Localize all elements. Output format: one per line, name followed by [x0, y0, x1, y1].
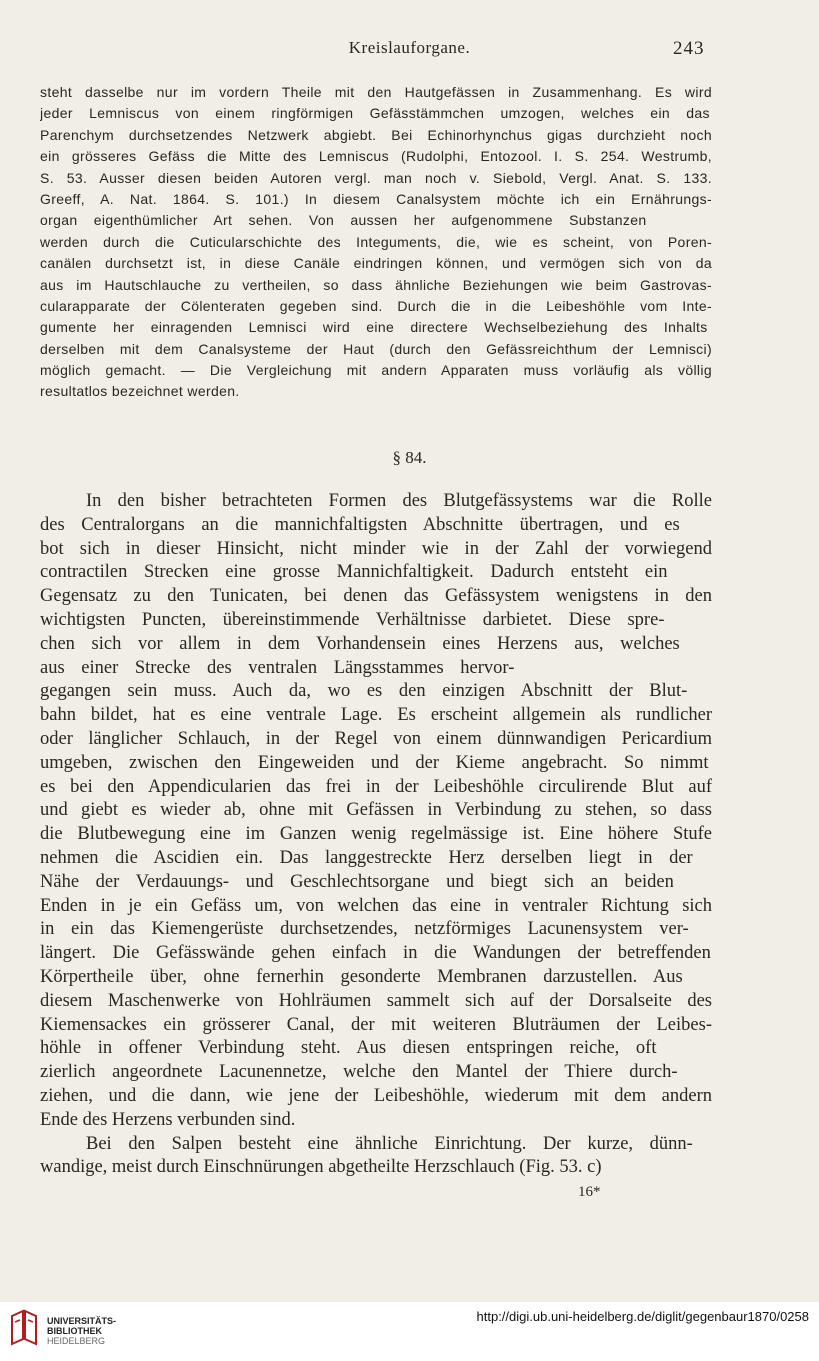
text-line: oder länglicher Schlauch, in der Regel von einem dünnwandigen Pericardium: [40, 728, 712, 749]
text-line: cularapparate der Cölenteraten gegeben sind. Durch die in die Leibeshöhle vom Inte-: [40, 297, 712, 314]
text-line: In den bisher betrachteten Formen des Blutgefässystems war die Rolle: [86, 491, 712, 511]
text-line: höhle in offener Verbindung steht. Aus diesen entspringen reiche, oft: [40, 1038, 657, 1059]
signature-mark: 16*: [578, 1184, 601, 1200]
text-line: chen sich vor allem in dem Vorhandensein eines Herzens aus, welches: [40, 633, 680, 654]
section-heading: § 84.: [392, 448, 427, 467]
text-line: Enden in je ein Gefäss um, von welchen das eine in ventraler Richtung sich: [40, 895, 712, 916]
text-line: Kiemensackes ein grösserer Canal, der mit weiteren Bluträumen der Leibes-: [40, 1014, 712, 1035]
text-line: zierlich angeordnete Lacunennetze, welche den Mantel der Thiere durch-: [40, 1062, 678, 1083]
text-line: Nähe der Verdauungs- und Geschlechtsorgane und biegt sich an beiden: [40, 871, 674, 892]
text-line: es bei den Appendicularien das frei in der Leibeshöhle circulirende Blut auf: [40, 776, 712, 797]
text-line: diesem Maschenwerke von Hohlräumen sammelt sich auf der Dorsalseite des: [40, 990, 712, 1011]
running-header-title: Kreislauforgane.: [348, 38, 471, 57]
text-line: die Blutbewegung eine im Ganzen wenig regelmässige ist. Eine höhere Stufe: [40, 824, 712, 845]
text-line: S. 53. Ausser diesen beiden Autoren vergl. man noch v. Siebold, Vergl. Anat. S. 133.: [40, 169, 712, 186]
text-line: des Centralorgans an die mannichfaltigsten Abschnitte übertragen, und es: [40, 514, 680, 535]
library-line: HEIDELBERG: [47, 1336, 106, 1346]
text-line: steht dasselbe nur im vordern Theile mit den Hautgefässen in Zusammenhang. Es wird: [40, 84, 712, 100]
text-line: ziehen, und die dann, wie jene der Leibeshöhle, wiederum mit dem andern: [40, 1085, 712, 1106]
text-line: bahn bildet, hat es eine ventrale Lage. Es erscheint allgemein als rundlicher: [40, 705, 712, 726]
text-line: contractilen Strecken eine grosse Mannichfaltigkeit. Dadurch entsteht ein: [40, 562, 668, 583]
text-line: gegangen sein muss. Auch da, wo es den einzigen Abschnitt der Blut-: [40, 681, 688, 702]
library-logo-icon: [9, 1308, 39, 1348]
library-name: [47, 1316, 116, 1346]
text-line: möglich gemacht. — Die Vergleichung mit andern Apparaten muss vorläufig als völlig: [40, 362, 712, 379]
text-line: organ eigenthümlicher Art sehen. Von aussen her aufgenommene Substanzen: [40, 212, 647, 229]
text-line: umgeben, zwischen den Eingeweiden und der Kieme angebracht. So nimmt: [40, 752, 709, 773]
text-line: und giebt es wieder ab, ohne mit Gefässen in Verbindung zu stehen, so dass: [40, 800, 712, 821]
permalink-url[interactable]: http://digi.ub.uni-heidelberg.de/diglit/gegenbaur1870/0258: [476, 1309, 809, 1324]
text-line: resultatlos bezeichnet werden.: [40, 383, 240, 400]
text-line: jeder Lemniscus von einem ringförmigen Gefässtämmchen umzogen, welches ein das: [40, 105, 710, 122]
text-line: Gegensatz zu den Tunicaten, bei denen das Gefässystem wenigstens in den: [40, 586, 712, 607]
text-line: nehmen die Ascidien ein. Das langgestreckte Herz derselben liegt in der: [40, 847, 693, 868]
text-line: aus im Hautschlauche zu vertheilen, so dass ähnliche Beziehungen wie beim Gastrovas-: [40, 276, 712, 293]
text-line: Bei den Salpen besteht eine ähnliche Einrichtung. Der kurze, dünn-: [86, 1133, 693, 1154]
text-line: derselben mit dem Canalsysteme der Haut (durch den Gefässreichthum der Lemnisci): [40, 340, 712, 357]
text-line: wichtigsten Puncten, übereinstimmende Verhältnisse darbietet. Diese spre-: [40, 609, 665, 630]
library-line: UNIVERSITÄTS-: [47, 1316, 117, 1326]
text-line: ein grösseres Gefäss die Mitte des Lemniscus (Rudolphi, Entozool. I. S. 254. Westrumb,: [40, 148, 712, 165]
text-line: werden durch die Cuticularschichte des Integuments, die, wie es scheint, von Poren-: [40, 233, 712, 250]
text-line: Ende des Herzens verbunden sind.: [40, 1109, 296, 1130]
text-line: gumente her einragenden Lemnisci wird eine directere Wechselbeziehung des Inhalts: [40, 319, 708, 336]
text-line: Greeff, A. Nat. 1864. S. 101.) In diesem Canalsystem möchte ich ein Ernährungs-: [40, 190, 712, 207]
text-line: bot sich in dieser Hinsicht, nicht minder wie in der Zahl der vorwiegend: [40, 538, 712, 559]
text-line: Körpertheile über, ohne fernerhin gesonderte Membranen darzustellen. Aus: [40, 966, 683, 987]
text-line: längert. Die Gefässwände gehen einfach in die Wandungen der betreffenden: [40, 943, 711, 964]
text-line: wandige, meist durch Einschnürungen abgetheilte Herzschlauch (Fig. 53. c): [40, 1157, 602, 1178]
text-line: aus einer Strecke des ventralen Längsstammes hervor-: [40, 657, 515, 678]
library-line: BIBLIOTHEK: [47, 1326, 102, 1336]
text-line: canälen durchsetzt ist, in diese Canäle eindringen können, und vermögen sich von da: [40, 255, 712, 272]
main-paragraph: [40, 490, 712, 1180]
text-line: Parenchym durchsetzendes Netzwerk abgiebt. Bei Echinorhynchus gigas durchzieht noch: [40, 126, 712, 143]
text-line: in ein das Kiemengerüste durchsetzendes, netzförmiges Lacunensystem ver-: [40, 919, 689, 940]
page-number: 243: [673, 38, 705, 59]
small-print-paragraph: [40, 82, 712, 403]
